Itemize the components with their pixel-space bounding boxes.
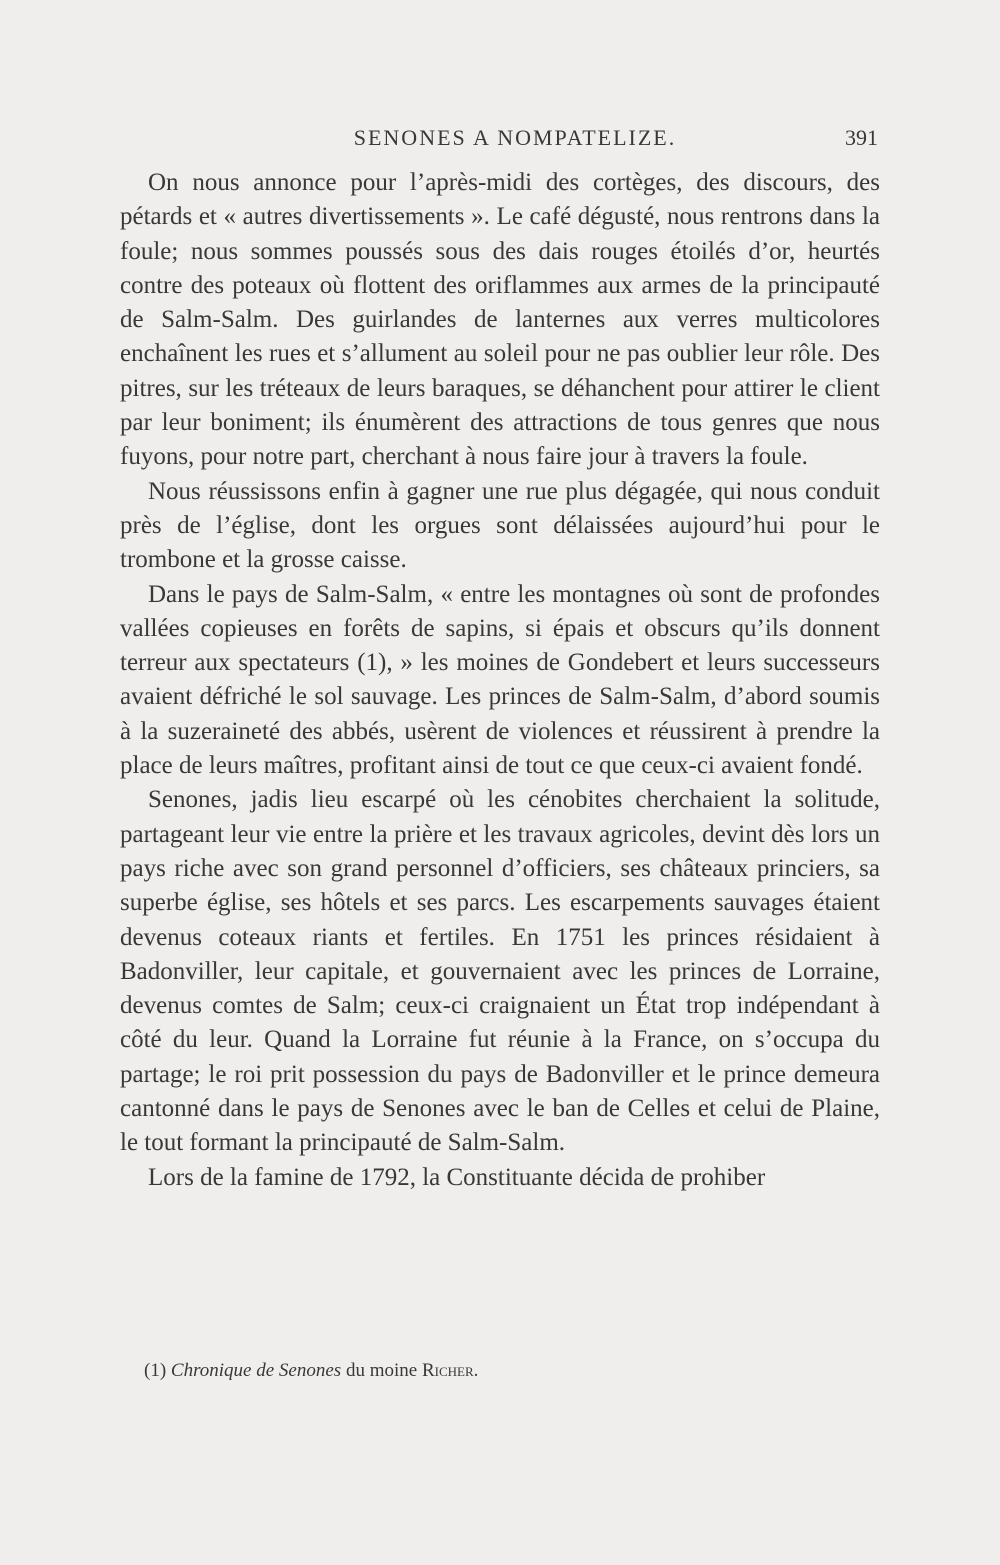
page-number: 391 [845, 125, 878, 150]
footnote [144, 1357, 844, 1385]
paragraph-church: Nous réussissons enfin à gagner une rue plus dégagée, qui nous conduit près de l’église, dont les orgues sont délaissées aujourd’hui pour le trombone et la grosse caisse. [120, 477, 880, 574]
footnote-text: du moine [345, 1360, 418, 1381]
body-text [120, 166, 880, 1195]
chapter-title: SENONES A NOMPATELIZE. [353, 125, 677, 150]
paragraph-festival: On nous annonce pour l’après-midi des cortèges, des discours, des pétards et « autres divertissements ». Le café dégusté, nous rentrons dans la foule; nous sommes poussés sous des dais rouges étoilés d’or, heurtés contre des poteaux où flottent des oriflammes aux armes de la principauté de Salm-Salm. Des guirlandes de lanternes aux verres multicolores enchaînent les rues et s’allument au soleil pour ne pas oublier leur rôle. Des pitres, sur les tréteaux de leurs baraques, se déhanchent pour attirer le client par leur boniment; ils énumèrent des attractions de tous genres que nous fuyons, pour notre part, cherchant à nous faire jour à travers la foule. [120, 169, 880, 471]
running-head [120, 121, 880, 155]
footnote-author: Richer. [421, 1360, 479, 1381]
footnote-marker: (1) [144, 1360, 167, 1381]
footnote-title: Chronique de Senones [170, 1360, 342, 1381]
paragraph-famine: Lors de la famine de 1792, la Constituante décida de prohiber [148, 1163, 766, 1191]
paragraph-senones-history: Senones, jadis lieu escarpé où les cénobites cherchaient la solitude, partageant leur vie entre la prière et les travaux agricoles, devint dès lors un pays riche avec son grand personnel d’officiers, ses châteaux princiers, sa superbe église, ses hôtels et ses parcs. Les escarpements sauvages étaient devenus coteaux riants et fertiles. En 1751 les princes résidaient à Badonviller, leur capitale, et gouvernaient avec les princes de Lorraine, devenus comtes de Salm; ceux-ci craignaient un État trop indépendant à côté du leur. Quand la Lorraine fut réunie à la France, on s’occupa du partage; le roi prit possession du pays de Badonviller et le prince demeura cantonné dans le pays de Senones avec le ban de Celles et celui de Plaine, le tout formant la principauté de Salm-Salm. [120, 786, 880, 1157]
paragraph-salm-salm: Dans le pays de Salm-Salm, « entre les montagnes où sont de profondes vallées copieuses en forêts de sapins, si épais et obscurs qu’ils donnent terreur aux spectateurs (1), » les moines de Gondebert et leurs successeurs avaient défriché le sol sauvage. Les princes de Salm-Salm, d’abord soumis à la suzeraineté des abbés, usèrent de violences et réussirent à prendre la place de leurs maîtres, profitant ainsi de tout ce que ceux-ci avaient fondé. [120, 580, 880, 780]
